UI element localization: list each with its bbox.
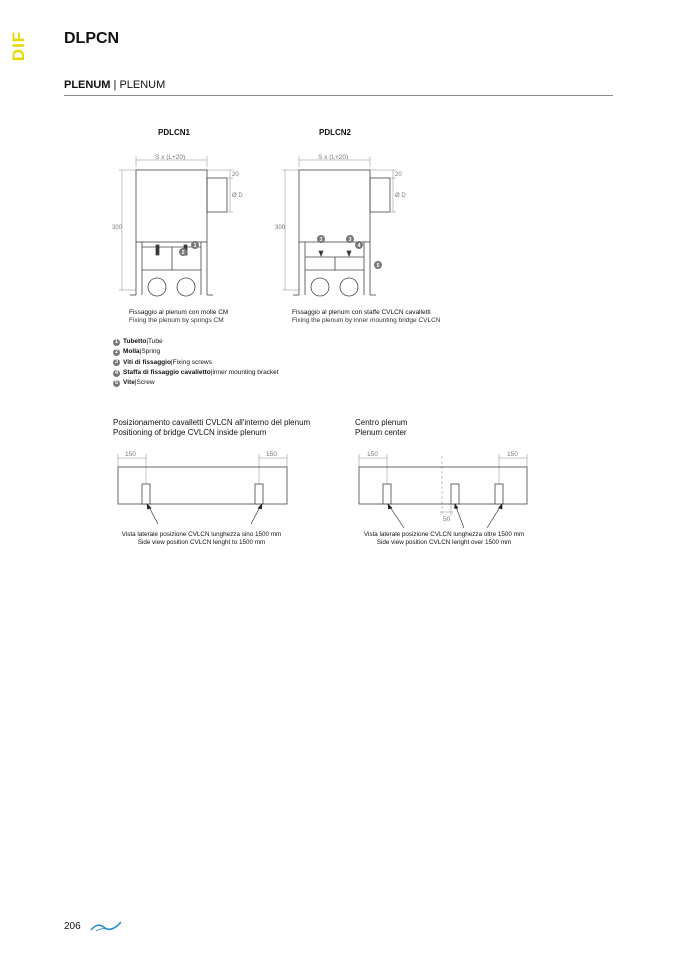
diagram1-caption [129, 309, 228, 325]
diagram1-caption-en: Fixing the plenum by springs CM [129, 317, 224, 324]
diagram1-title: PDLCN1 [158, 128, 191, 137]
bottom-left-caption-en: Side view position CVLCN lenght to 1500 mm [137, 539, 266, 546]
diagram2-dim-width: S x (L+20) [318, 154, 349, 161]
legend-number: 3 [114, 359, 119, 366]
page-title: DLPCN [64, 30, 120, 47]
legend-number: 4 [114, 369, 119, 376]
legend-number: 1 [114, 338, 119, 345]
section-tag: DIF [9, 30, 28, 62]
legend-item-sep: | [134, 379, 137, 387]
diagram2-dim-d: Ø D [395, 193, 406, 199]
legend-item [113, 337, 279, 347]
diagram2-title: PDLCN2 [319, 128, 352, 137]
bottom-right-caption [359, 531, 529, 547]
legend-item-it: Tubetto [123, 338, 147, 345]
page-number: 206 [64, 921, 81, 932]
section-divider [64, 95, 613, 96]
diagram1-dim-20: 20 [232, 172, 239, 178]
diagram1-drawing [100, 145, 250, 305]
legend-item [113, 347, 279, 357]
section-heading-text: PLENUM [119, 79, 166, 91]
diagram2-caption [292, 309, 441, 325]
legend-item-sep: | [210, 368, 213, 376]
bottom-right-dim-left: 150 [367, 451, 378, 458]
bottom-left-title [113, 418, 310, 437]
legend [113, 337, 279, 388]
legend-item [113, 378, 279, 388]
bottom-left-caption [118, 531, 285, 547]
bottom-left-drawing [110, 446, 300, 526]
legend-item-sep: | [170, 358, 173, 366]
diagram2-drawing [263, 145, 413, 305]
legend-item [113, 358, 279, 368]
legend-number: 5 [114, 379, 119, 386]
legend-item-sep: | [139, 348, 142, 356]
legend-item-en: inner mounting bracket [212, 368, 279, 376]
bottom-right-caption-en: Side view position CVLCN lenght over 1500 mm [376, 539, 512, 546]
bottom-right-title-en: Plenum center [355, 427, 407, 437]
legend-item [113, 368, 279, 378]
bottom-right-title [355, 418, 407, 437]
diagram1-dim-d: Ø D [232, 193, 243, 199]
legend-item-it: Viti di fissaggio [123, 358, 171, 366]
section-heading [64, 79, 165, 91]
diagram1-dim-width: S x (L+20) [155, 154, 186, 161]
bottom-right-dim-right: 150 [507, 451, 518, 458]
diagram1-marker-1-label: 1 [193, 243, 197, 249]
legend-item-sep: | [146, 338, 149, 345]
diagram2-marker-5-label: 5 [376, 263, 380, 269]
diagram2-dim-300: 300 [275, 225, 286, 231]
bottom-left-dim-left: 150 [125, 451, 136, 458]
bottom-left-title-it: Posizionamento cavalletti CVLCN all'interno del plenum [113, 418, 311, 427]
legend-item-it: Molla [123, 348, 140, 356]
bottom-right-title-it: Centro plenum [355, 418, 408, 427]
section-heading-bold: PLENUM [64, 79, 111, 91]
legend-item-en: Tube [148, 338, 163, 345]
bottom-right-caption-it: Vista laterale posizione CVLCN lunghezza oltre 1500 mm [363, 531, 525, 538]
diagram2-caption-en: Fixing the plenum by inner mounting bridge CVLCN [292, 317, 441, 324]
legend-item-en: Spring [141, 348, 161, 356]
legend-item-en: Fixing screws [172, 358, 212, 366]
diagram2-marker-4-label: 4 [357, 243, 361, 249]
section-heading-separator: | [110, 79, 120, 91]
legend-item-en: Screw [136, 379, 155, 387]
diagram2-caption-it: Fissaggio al plenum con staffe CVLCN cavalletti [292, 309, 431, 316]
diagram2-dim-20: 20 [395, 172, 402, 178]
brand-wave-icon [90, 919, 122, 933]
diagram1-marker-2-label: 2 [181, 250, 185, 256]
diagram1-caption-it: Fissaggio al plenum con molle CM [129, 309, 229, 316]
bottom-right-drawing [352, 446, 542, 531]
legend-item-it: Vite [123, 379, 135, 387]
bottom-right-dim-center: 50 [443, 516, 451, 523]
diagram2-marker-3a-label: 3 [319, 237, 323, 243]
diagram1-dim-300: 300 [112, 225, 123, 231]
diagram2-marker-3b-label: 3 [348, 237, 352, 243]
bottom-left-caption-it: Vista laterale posizione CVLCN lunghezza sino 1500 mm [121, 531, 282, 538]
legend-item-it: Staffa di fissaggio cavalletto [123, 368, 211, 376]
bottom-left-title-en: Positioning of bridge CVLCN inside plenum [113, 427, 267, 437]
legend-number: 2 [114, 348, 119, 355]
bottom-left-dim-right: 150 [266, 451, 277, 458]
